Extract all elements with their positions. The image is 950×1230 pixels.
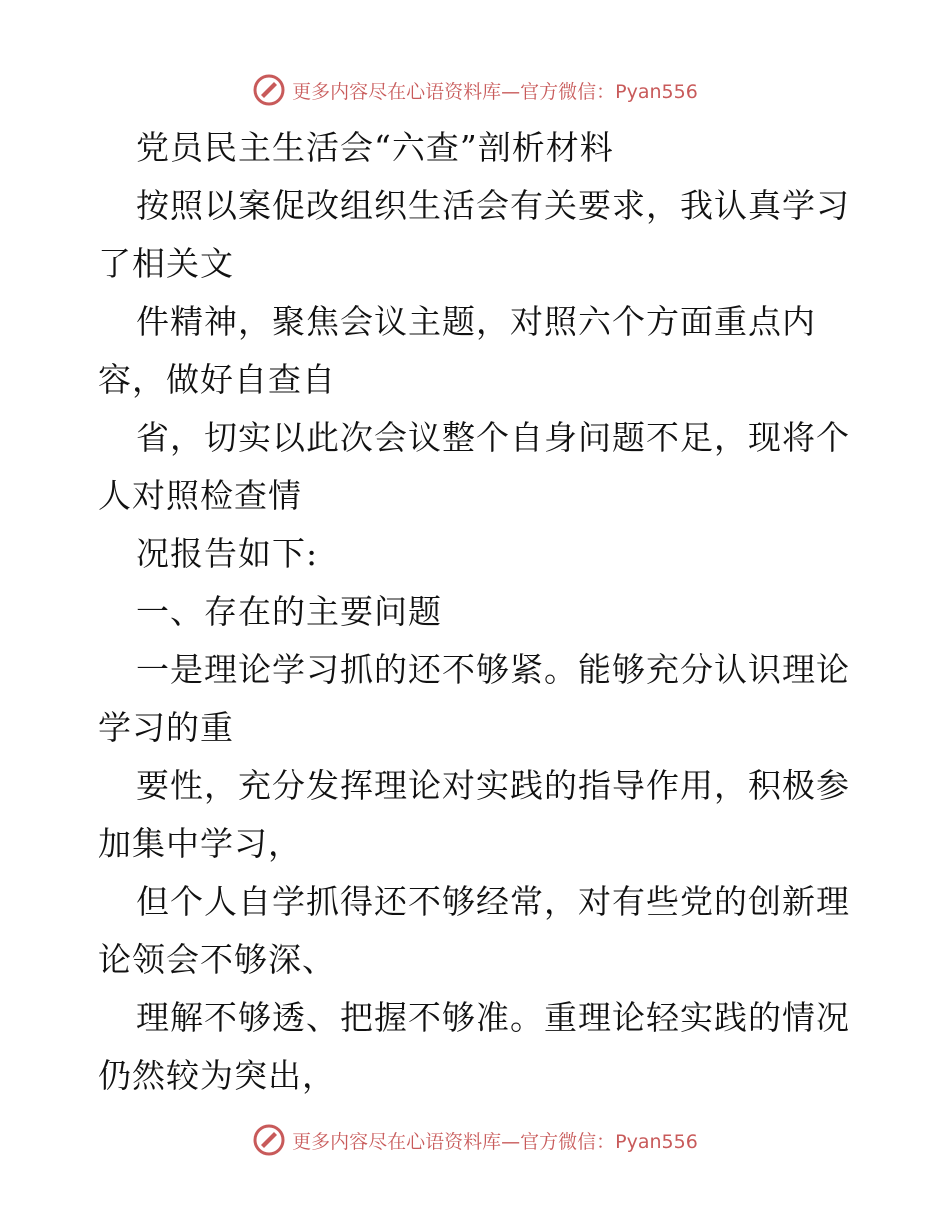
paragraph-line: 了相关文 (98, 244, 234, 283)
paragraph-line: 学习的重 (98, 708, 234, 747)
paragraph-line: 容，做好自查自 (98, 360, 336, 399)
paragraph-line: 一是理论学习抓的还不够紧。能够充分认识理论 (136, 650, 850, 689)
header-banner (0, 70, 950, 110)
paragraph-line: 但个人自学抓得还不够经常，对有些党的创新理 (136, 882, 850, 921)
paragraph-line: 省，切实以此次会议整个自身问题不足，现将个 (136, 418, 850, 457)
banner-text: 更多内容尽在心语资料库—官方微信：Pyan556 (292, 1130, 698, 1153)
paragraph-line: 人对照检查情 (98, 476, 302, 515)
paragraph-line: 况报告如下: (136, 534, 319, 573)
paragraph-line: 件精神，聚焦会议主题，对照六个方面重点内 (136, 302, 816, 341)
paragraph-line: 按照以案促改组织生活会有关要求，我认真学习 (136, 186, 850, 225)
paragraph-line: 仍然较为突出， (98, 1056, 336, 1095)
section-heading: 一、存在的主要问题 (136, 592, 442, 631)
logo-icon (252, 1123, 286, 1157)
doc-title: 党员民主生活会“六查”剖析材料 (136, 128, 614, 167)
paragraph-line: 理解不够透、把握不够准。重理论轻实践的情况 (136, 998, 850, 1037)
footer-banner (0, 1120, 950, 1160)
logo-icon (252, 73, 286, 107)
paragraph-line: 加集中学习， (98, 824, 302, 863)
paragraph-line: 论领会不够深、 (98, 940, 336, 979)
banner-text: 更多内容尽在心语资料库—官方微信：Pyan556 (292, 80, 698, 103)
paragraph-line: 要性，充分发挥理论对实践的指导作用，积极参 (136, 766, 850, 805)
